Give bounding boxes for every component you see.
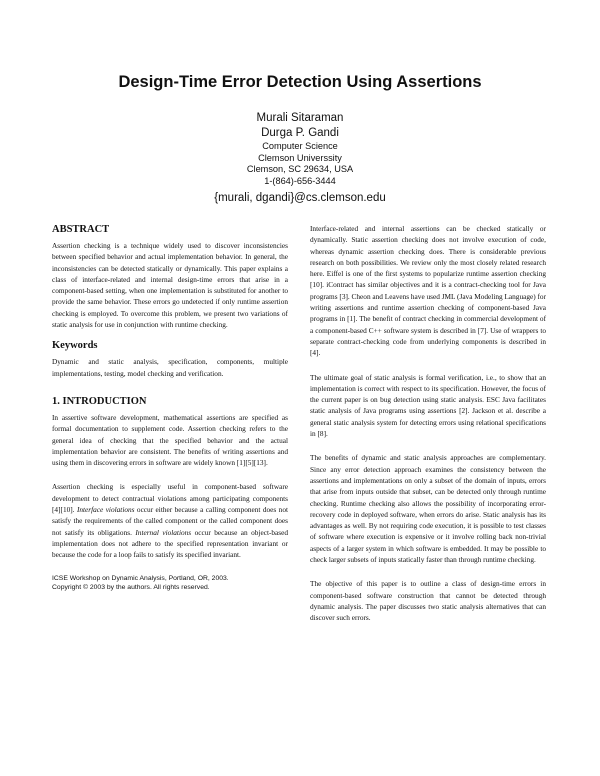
abstract-heading: ABSTRACT xyxy=(52,224,110,235)
author-name: Durga P. Gandi xyxy=(261,127,339,139)
introduction-paragraph: In assertive software development, mathematical assertions are specified as formal documentation to supplement code. Assertion checking refers to the general idea of checking that the specified behavior and the actual implementation behavior are consistent. The benefits of writing assertions and using them in discovering errors in software are widely known [1][5][13]. xyxy=(52,412,288,468)
body-paragraph: The objective of this paper is to outline a class of design-time errors in component-based software construction that cannot be detected through dynamic analysis. The paper discusses two static analysis alternatives that can discover such errors. xyxy=(310,579,546,623)
abstract-text: Assertion checking is a technique widely used to discover inconsistencies between specified behavior and actual implementation behavior. In general, the inconsistencies can be detected statically or dynamically. This paper explains a class of interface-related and internal design-time errors that arise in a component-based setting, when one implementation is substituted for another to provide the same behavior. These errors go undetected if only runtime assertion checking is employed. To overcome this problem, we present two variations of static analysis for use in conjunction with runtime checking. xyxy=(52,241,288,330)
affiliation-line: 1-(864)-656-3444 xyxy=(264,175,336,186)
right-column xyxy=(310,223,546,624)
body-paragraph: Interface-related and internal assertions can be checked statically or dynamically. Static assertion checking does not involve execution of code, whereas dynamic assertion checking does. There is considerable previous research on both possibilities. We review only the most closely related research here. Eiffel is one of the first systems to popularize runtime assertion checking [10]. iContract has similar objectives and it is a contract-checking tool for Java programs [3]. Cheon and Leavens have used JML (Java Modeling Language) for writing assertions and runtime assertion checking of component-based Java programs in [1]. The benefit of contract checking in commercial development of a component-based C++ software system is described in [7]. Use of wrappers to separate contract-checking code from underlying components is described in [4]. xyxy=(310,224,546,358)
body-paragraph: The ultimate goal of static analysis is formal verification, i.e., to show that an implementation is correct with respect to its specification. However, the focus of the current paper is on bug detection using static analysis. ESC Java facilitates static analysis of Java programs using assertions [2]. Jackson et al. describe a general static analysis system for detecting errors using relational specifications in [8]. xyxy=(310,372,546,439)
keywords-heading: Keywords xyxy=(52,340,98,352)
left-column xyxy=(52,223,288,592)
affiliation-line: Clemson, SC 29634, USA xyxy=(246,164,354,175)
author-name: Murali Sitaraman xyxy=(256,112,344,124)
author-block xyxy=(0,111,600,206)
affiliation-line: Computer Science xyxy=(262,141,338,151)
introduction-heading: 1. INTRODUCTION xyxy=(52,395,147,407)
body-paragraph: The benefits of dynamic and static analysis approaches are complementary. Since any error detection approach examines the consistency between the assertions and implementations on only a subset of the domain of inputs, errors that arise from inputs outside that subset, can be detected only through runtime checking. Runtime checking also allows the possibility of incorporating error-recovery code in deployed software, when errors do arise. Static analysis has its advantages as well. By not requiring code execution, it is possible to test classes of software where execution is expensive or it involve rolling back non-trivial aspects of a larger system in which software is embedded. It may be possible to check larger subsets of inputs statically faster than through runtime checking. xyxy=(310,453,546,565)
copyright-footnote: ICSE Workshop on Dynamic Analysis, Portland, OR, 2003. Copyright © 2003 by the authors. All rights reserved. xyxy=(52,574,229,591)
affiliation-line: Clemson Universsity xyxy=(258,152,342,163)
author-email: {murali, dgandi}@cs.clemson.edu xyxy=(214,192,386,205)
introduction-paragraph: Assertion checking is especially useful in component-based software development to detect contractual violations among participating components [4][10]. Interface violations occur either because a calling component does not satisfy the requirements of the called component or the called component does not satisfy its obligations. Internal violations occur because an object-based implementation does not adhere to the specified representation invariant or because the code for a loop fails to satisfy its specified invariant. xyxy=(52,482,289,560)
keywords-text: Dynamic and static analysis, specification, components, multiple implementations, testing, model checking and verification. xyxy=(52,357,288,378)
paper-title: Design-Time Error Detection Using Assertions xyxy=(118,73,482,91)
